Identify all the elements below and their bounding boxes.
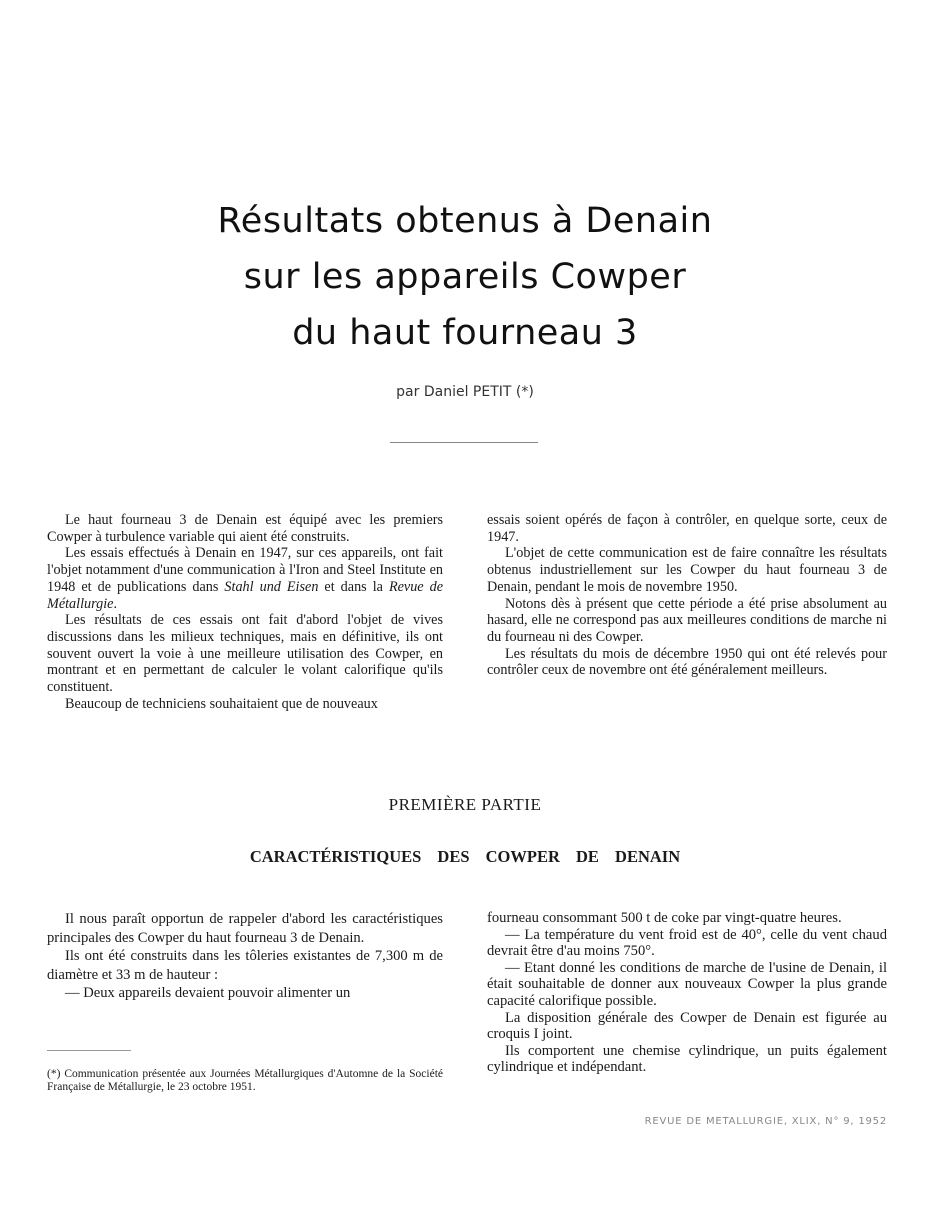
paragraph: Les résultats du mois de décembre 1950 qui ont été relevés pour contrôler ceux de novembre ont été généralement meilleurs. [487, 645, 887, 679]
paragraph: Notons dès à présent que cette période a été prise absolument au hasard, elle ne correspond pas aux meilleures conditions de marche ni du fourneau ni des Cowper. [487, 595, 887, 645]
paragraph: fourneau consommant 500 t de coke par vingt-quatre heures. [487, 910, 842, 926]
intro-left-column [47, 512, 443, 712]
intro-right-column [487, 512, 887, 679]
footnote: (*) Communication présentée aux Journées Métallurgiques d'Automne de la Société Française de Métallurgie, le 23 octobre 1951. [47, 1068, 443, 1093]
author-byline: par Daniel PETIT (*) [396, 384, 534, 400]
part-heading: PREMIÈRE PARTIE [388, 795, 542, 814]
journal-name: Stahl und Eisen [224, 578, 319, 595]
paragraph: Les résultats de ces essais ont fait d'abord l'objet de vives discussions dans les milieux techniques, mais en définitive, ils ont souvent ouvert la voie à une meilleure utilisation des Cowper, en montrant et en permettant de calculer le volant calorifique qu'ils constituent. [47, 612, 443, 696]
body-right-column [487, 910, 887, 1076]
text-run: . [113, 595, 118, 612]
text-run: Les essais effectués à Denain en 1947, sur ces appareils, ont fait l'objet notamment d'une communication à l'Iron and Steel Institute en 1948 et de publications dans [47, 545, 443, 595]
title-line-1: Résultats obtenus à Denain [217, 201, 713, 241]
paragraph: Ils comportent une chemise cylindrique, un puits également cylindrique et indépendant. [487, 1042, 887, 1076]
paragraph [47, 545, 443, 612]
title-line-3: du haut fourneau 3 [292, 313, 638, 353]
paragraph: Il nous paraît opportun de rappeler d'abord les caractéristiques principales des Cowper du haut fourneau 3 de Denain. [47, 911, 443, 946]
body-left-column [47, 910, 443, 1003]
paragraph: Beaucoup de techniciens souhaitaient que de nouveaux [65, 695, 378, 712]
paragraph: — Deux appareils devaient pouvoir alimenter un [65, 985, 351, 1002]
paragraph: — Etant donné les conditions de marche de l'usine de Denain, il était souhaitable de donner aux nouveaux Cowper la plus grande capacité calorifique possible. [487, 959, 887, 1009]
article-title [0, 193, 930, 361]
paragraph: — La température du vent froid est de 40°, celle du vent chaud devrait être d'au moins 750°. [487, 926, 887, 960]
footnote-divider [47, 1050, 131, 1051]
title-line-2: sur les appareils Cowper [243, 257, 687, 297]
paragraph: L'objet de cette communication est de faire connaître les résultats obtenus industriellement sur les Cowper du haut fourneau 3 de Denain, pendant le mois de novembre 1950. [487, 545, 887, 595]
paragraph: Le haut fourneau 3 de Denain est équipé avec les premiers Cowper à turbulence variable qui aient été construits. [47, 512, 443, 545]
paragraph: essais soient opérés de façon à contrôler, en quelque sorte, ceux de 1947. [487, 512, 887, 545]
journal-name: Revue de Métallurgie [47, 578, 444, 612]
journal-footer: REVUE DE METALLURGIE, XLIX, N° 9, 1952 [644, 1116, 887, 1127]
paragraph: Ils ont été construits dans les tôleries existantes de 7,300 m de diamètre et 33 m de hauteur : [47, 948, 443, 983]
paragraph: La disposition générale des Cowper de Denain est figurée au croquis I joint. [487, 1009, 887, 1043]
text-run: et dans la [318, 578, 389, 595]
section-heading: CARACTÉRISTIQUES DES COWPER DE DENAIN [249, 847, 681, 866]
title-divider [390, 442, 538, 443]
